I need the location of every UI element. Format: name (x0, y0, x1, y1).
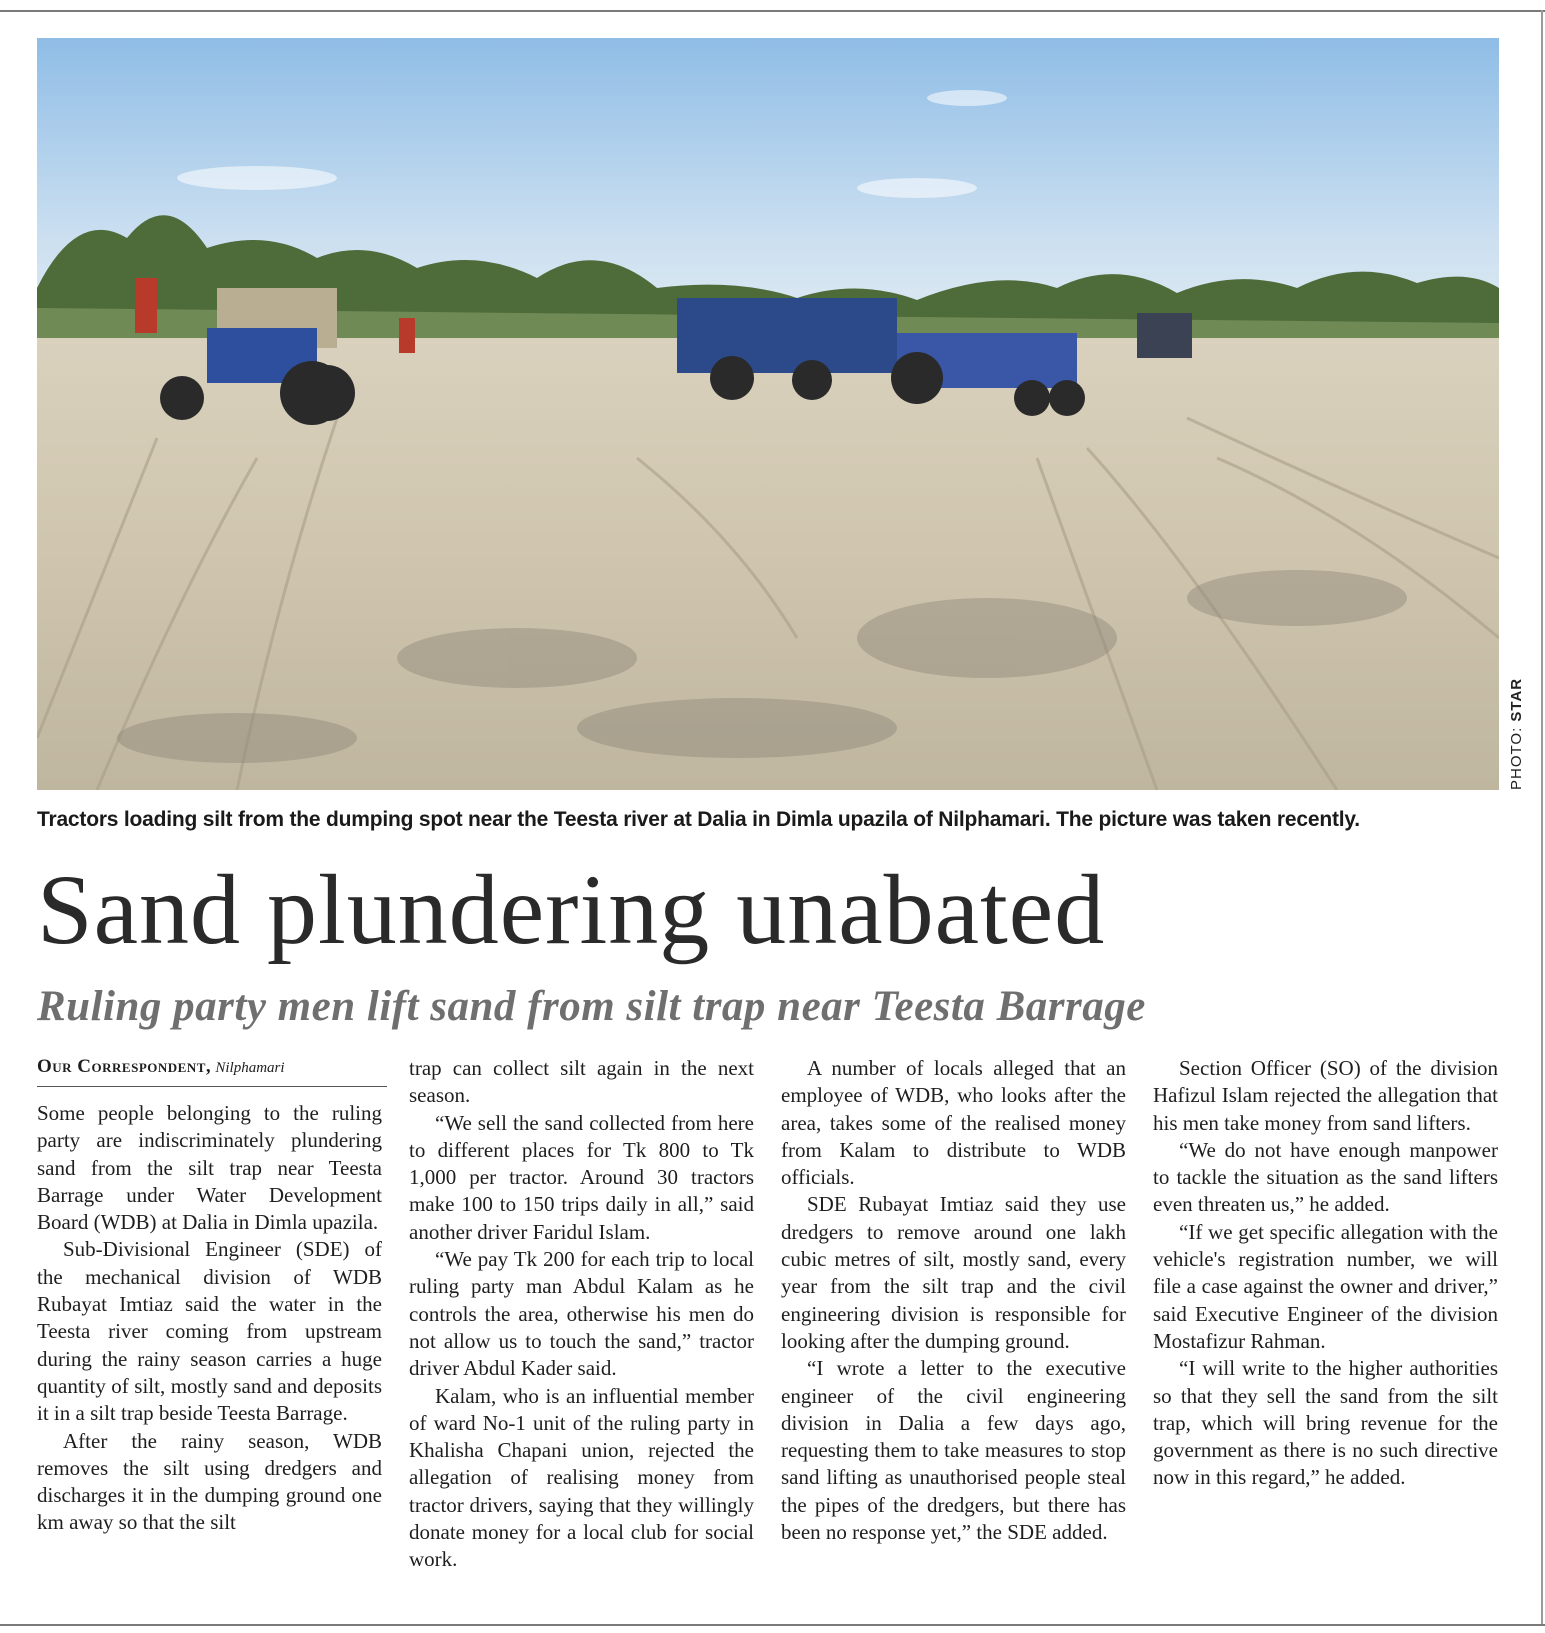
right-rule (1541, 10, 1543, 1626)
paragraph: “If we get specific allegation with the vehicle's registration number, we will file a case against the owner and driver,” said Executive Engineer of the division Mostafizur Rahman. (1153, 1219, 1498, 1353)
subheadline: Ruling party men lift sand from silt trap near Teesta Barrage (37, 983, 1146, 1030)
paragraph: Some people belonging to the ruling party are indiscriminately plundering sand from the silt trap near Teesta Barrage under Water Development Board (WDB) at Dalia in Dimla upazila. (37, 1101, 382, 1235)
paragraph: After the rainy season, WDB removes the silt using dredgers and discharges it in the dumping ground one km away so that the silt (37, 1428, 382, 1535)
article-column-4 (1153, 1055, 1498, 1492)
paragraph: A number of locals alleged that an employee of WDB, who looks after the area, takes some of the realised money from Kalam to distribute to WDB officials. (781, 1056, 1126, 1190)
byline (37, 1056, 387, 1087)
paragraph: SDE Rubayat Imtiaz said they use dredgers to remove around one lakh cubic metres of silt, mostly sand, every year from the silt trap and the civil engineering division is responsible for looking after the dumping ground. (781, 1192, 1126, 1353)
top-rule (0, 10, 1545, 12)
article-column-3 (781, 1055, 1126, 1546)
paragraph: trap can collect silt again in the next season. (409, 1056, 754, 1108)
paragraph: Section Officer (SO) of the division Hafizul Islam rejected the allegation that his men take money from sand lifters. (1153, 1056, 1498, 1135)
bottom-rule (0, 1624, 1545, 1626)
paragraph: Sub-Divisional Engineer (SDE) of the mechanical division of WDB Rubayat Imtiaz said the water in the Teesta river coming from upstream during the rainy season carries a huge quantity of silt, mostly sand and deposits it in a silt trap beside Teesta Barrage. (37, 1237, 382, 1426)
photo-credit-prefix: PHOTO: (1508, 726, 1525, 790)
byline-correspondent: Our Correspondent, (37, 1056, 212, 1077)
article-column-1 (37, 1100, 382, 1537)
photo-credit-source: STAR (1508, 677, 1525, 722)
paragraph: “We do not have enough manpower to tackle the situation as the sand lifters even threaten us,” he added. (1153, 1137, 1498, 1217)
paragraph: “We pay Tk 200 for each trip to local ruling party man Abdul Kalam as he controls the area, otherwise his men do not allow us to touch the sand,” tractor driver Abdul Kader said. (409, 1247, 754, 1381)
byline-place: Nilphamari (215, 1060, 285, 1076)
photo-caption: Tractors loading silt from the dumping spot near the Teesta river at Dalia in Dimla upazila of Nilphamari. The picture was taken recently. (37, 808, 1360, 831)
paragraph: Kalam, who is an influential member of ward No-1 unit of the ruling party in Khalisha Chapani union, rejected the allegation of realising money from tractor drivers, saying that they willingly donate money for a local club for social work. (409, 1383, 754, 1572)
news-photo (37, 38, 1499, 790)
headline: Sand plundering unabated (37, 854, 1106, 965)
article-column-2 (409, 1055, 754, 1574)
photo-credit (1508, 677, 1528, 790)
paragraph: “I wrote a letter to the executive engineer of the civil engineering division in Dalia a few days ago, requesting them to take measures to stop sand lifting as unauthorised people steal the pipes of the dredgers, but there has been no response yet,” the SDE added. (781, 1356, 1126, 1545)
paragraph: “I will write to the higher authorities so that they sell the sand from the silt trap, which will bring revenue for the government as there is no such directive now in this regard,” he added. (1153, 1356, 1498, 1490)
paragraph: “We sell the sand collected from here to different places for Tk 800 to Tk 1,000 per tractor. Around 30 tractors make 100 to 150 trips daily in all,” said another driver Faridul Islam. (409, 1110, 754, 1244)
